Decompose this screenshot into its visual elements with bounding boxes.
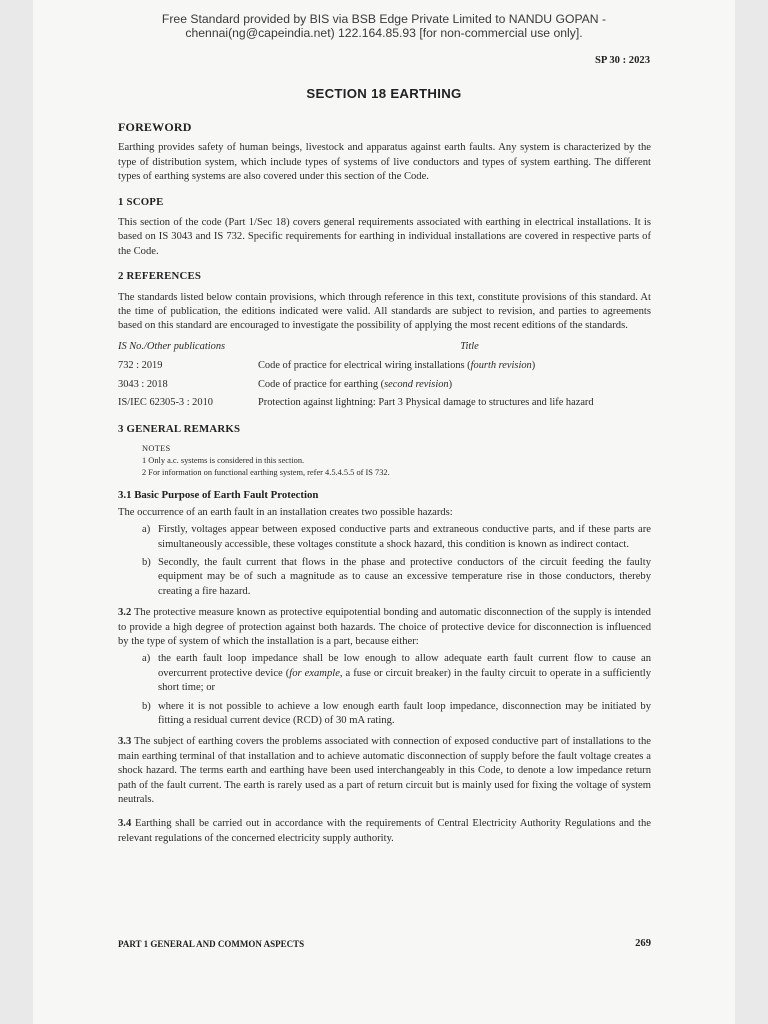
references-text: The standards listed below contain provisions, which through reference in this text, constitute provisions of this standard. At the time of publication, the editions indicated were valid. All standards are subject to revision, and parties to agreements based on this standard are encouraged to investigate the possibility of applying the most recent editions of the standards. (118, 291, 651, 332)
page-number: 269 (635, 938, 651, 949)
list-item (118, 523, 651, 552)
list-item-text: Firstly, voltages appear between exposed conductive parts and extraneous conductive parts, and if these parts are simultaneously accessible, these voltages constitute a shock hazard, this condition is known as indirect contact. (158, 524, 651, 550)
ref-title-end: ) (448, 378, 453, 390)
references-table (118, 340, 651, 415)
ref-revision: fourth revision (470, 360, 532, 372)
list-item-label: a) (142, 653, 151, 665)
table-row (118, 396, 651, 415)
ref-title (258, 359, 651, 378)
clause-3-3-text (118, 735, 651, 807)
scope-text: This section of the code (Part 1/Sec 18) covers general requirements associated with earthing in electrical installations. It is based on IS 3043 and IS 732. Specific requirements for earthing in individual installations are covered in respective parts of the Code. (118, 217, 651, 257)
section-title: SECTION 18 EARTHING (306, 86, 462, 101)
list-item (118, 700, 651, 729)
license-banner (33, 13, 735, 40)
banner-line-1: Free Standard provided by BIS via BSB Edge Private Limited to NANDU GOPAN - (161, 12, 607, 26)
references-heading: 2 REFERENCES (118, 270, 202, 283)
col-header-number: IS No./Other publications (118, 340, 226, 352)
document-body (118, 120, 651, 856)
notes-block (142, 443, 651, 479)
list-item-label: b) (142, 556, 151, 568)
page-footer (118, 939, 651, 949)
ref-title-text: Code of practice for electrical wiring installations ( (258, 360, 471, 372)
document-code: SP 30 : 2023 (594, 55, 650, 66)
clause-body: The subject of earthing covers the problems associated with connection of exposed conductive part of installations to the main earthing terminal of that installation and to achieve automatic disconnection of supply before the fault voltage creates a shock hazard. The terms earth and earthing have been used interchangeably in this Code, to denote a low impedance return path of the fault current. The earth is rarely used as a part of return circuit but is mainly used for fixing the voltage of system neutrals. (118, 736, 651, 805)
list-item-text: where it is not possible to achieve a low enough earth fault loop impedance, disconnection may be initiated by fitting a residual current device (RCD) of 30 mA rating. (158, 700, 651, 726)
ref-title-end: ) (531, 360, 536, 372)
notes-heading: NOTES (142, 444, 171, 454)
ref-number: 732 : 2019 (118, 360, 163, 372)
item-text-pre: the earth fault loop impedance shall be low enough to allow adequate earth fault current flow to cause an overcurrent protective device ( (158, 653, 651, 679)
clause-body: Earthing shall be carried out in accordance with the requirements of Central Electricity Authority Regulations and the relevant regulations of the concerned electricity supply authority. (118, 818, 651, 844)
clause-number: 3.3 (118, 736, 132, 748)
ref-revision: second revision (384, 378, 449, 390)
list-item (118, 652, 651, 695)
ref-title (258, 378, 651, 397)
clause-3-1-list (118, 523, 651, 599)
list-item-label: a) (142, 524, 151, 536)
ref-title (258, 396, 651, 415)
document-page (33, 0, 735, 1024)
clause-3-2-list (118, 652, 651, 728)
list-item (118, 556, 651, 599)
clause-3-4-text (118, 817, 651, 846)
list-item-text: Secondly, the fault current that flows in the phase and protective conductors of the circuit feeding the faulty equipment may be of such a magnitude as to cause an excessive temperature rise in those conductors, thereby creating a fire hazard. (158, 556, 651, 597)
clause-body: The protective measure known as protective equipotential bonding and automatic disconnection of the supply is intended to provide a high degree of protection against both hazards. The choice of protective device for disconnection is influenced by the type of system of which the installation is a part, because either: (118, 607, 651, 647)
footer-part-title: PART 1 GENERAL AND COMMON ASPECTS (118, 939, 305, 949)
col-header-title: Title (460, 340, 479, 352)
ref-title-text: Code of practice for earthing ( (258, 378, 385, 390)
item-text-post: , a fuse or circuit breaker) in the faulty circuit to operate in a sufficiently short time; or (158, 667, 652, 694)
item-text-emphasis: for example (289, 667, 340, 679)
ref-number: 3043 : 2018 (118, 378, 168, 390)
list-item-label: b) (142, 700, 151, 712)
list-item-text (158, 653, 651, 693)
foreword-text: Earthing provides safety of human beings, livestock and apparatus against earth faults. Any system is characterized by the type of distribution system, which include types of systems of live conductors and types of system earthing. The different types of earthing systems are also covered under this section of the Code. (118, 142, 651, 183)
banner-line-2: chennai(ng@capeindia.net) 122.164.85.93 [for non-commercial use only]. (185, 25, 583, 40)
clause-number: 3.4 (118, 818, 132, 830)
ref-number: IS/IEC 62305-3 : 2010 (118, 397, 213, 409)
table-row (118, 359, 651, 378)
clause-3-2-text (118, 606, 651, 649)
foreword-heading: FOREWORD (118, 120, 192, 134)
scope-heading: 1 SCOPE (118, 195, 164, 208)
table-row (118, 378, 651, 397)
clause-3-1-intro: The occurrence of an earth fault in an installation creates two possible hazards: (118, 506, 453, 518)
references-table-header (118, 340, 651, 360)
general-remarks-heading: 3 GENERAL REMARKS (118, 422, 241, 435)
note-1: 1 Only a.c. systems is considered in this section. (142, 456, 305, 466)
ref-title-text: Protection against lightning: Part 3 Physical damage to structures and life hazard (258, 397, 594, 409)
note-2: 2 For information on functional earthing system, refer 4.5.4.5.5 of IS 732. (142, 468, 390, 478)
clause-3-1-heading: 3.1 Basic Purpose of Earth Fault Protection (118, 489, 319, 502)
clause-number: 3.2 (118, 607, 132, 619)
